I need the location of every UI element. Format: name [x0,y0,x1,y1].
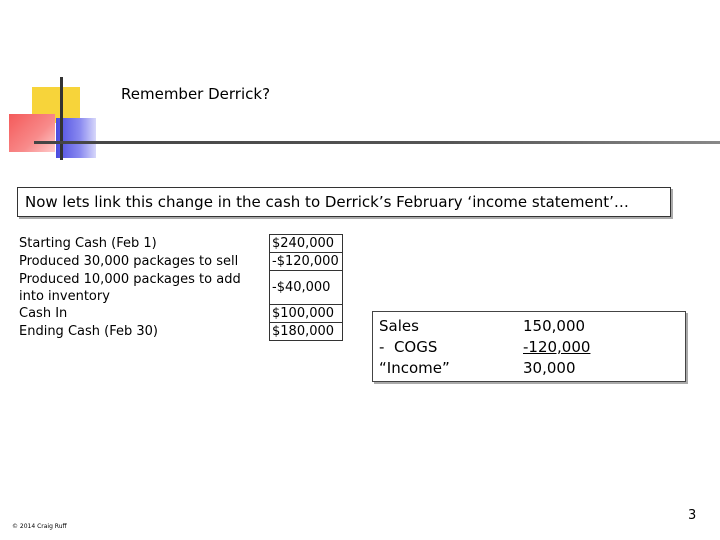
subtitle-text: Now lets link this change in the cash to Derrick’s February ‘income statement’… [25,193,629,211]
cash-flow-table [18,234,343,341]
income-value: -120,000 [523,338,591,356]
income-value: 30,000 [523,359,576,377]
row-label: Ending Cash (Feb 30) [19,324,158,339]
row-value: -$120,000 [270,253,343,271]
row-label: Cash In [19,306,68,321]
table-row [18,253,343,271]
row-value: $180,000 [270,323,343,341]
row-value: -$40,000 [270,271,343,305]
title-divider-line [34,141,720,144]
row-label: Produced 10,000 packages to add into inventory [19,271,241,304]
page-number: 3 [688,508,697,523]
slide-title: Remember Derrick? [121,85,271,103]
income-label: - COGS [379,338,438,356]
income-label: “Income” [379,359,450,377]
table-row [18,235,343,253]
income-value: 150,000 [523,317,586,335]
income-statement-box [372,311,686,382]
row-value: $240,000 [270,235,343,253]
row-value: $100,000 [270,305,343,323]
decorative-red-square [9,114,55,152]
row-label: Produced 30,000 packages to sell [19,254,239,269]
copyright-notice: © 2014 Craig Ruff [12,523,67,530]
table-row [18,323,343,341]
income-label: Sales [379,317,419,335]
table-row [18,305,343,323]
subtitle-box [17,187,671,217]
decorative-vertical-line [60,77,63,160]
row-label: Starting Cash (Feb 1) [19,236,157,251]
table-row [18,271,343,305]
